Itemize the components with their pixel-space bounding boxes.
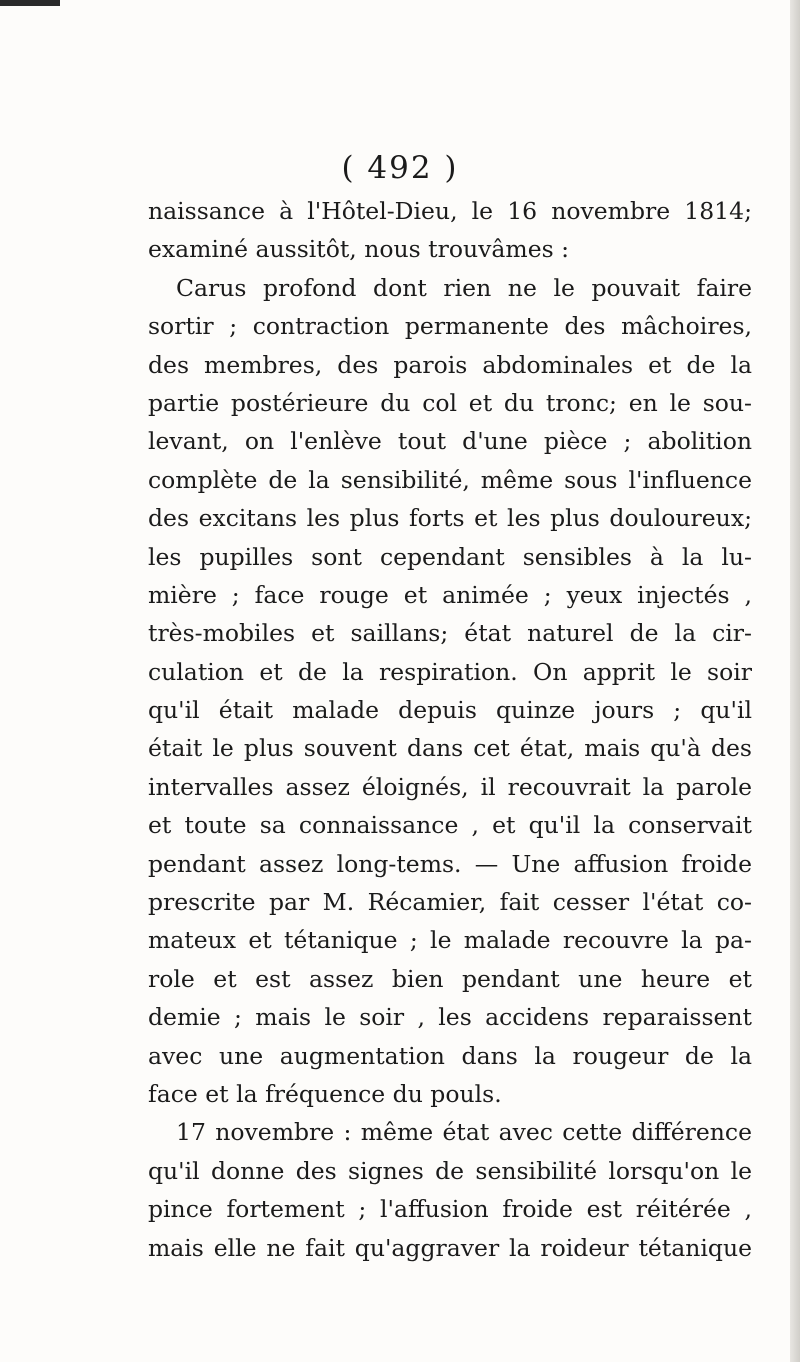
text-line: était le plus souvent dans cet état, mais qu'à des xyxy=(148,734,752,763)
text-line: des membres, des parois abdominales et de la xyxy=(148,350,752,379)
text-line: mière ; face rouge et animée ; yeux injectés , xyxy=(148,580,752,609)
text-line: pendant assez long-tems. — Une affusion froide xyxy=(148,849,752,878)
text-line: partie postérieure du col et du tronc; en le sou- xyxy=(148,388,752,417)
text-line: mais elle ne fait qu'aggraver la roideur tétanique xyxy=(148,1233,752,1262)
text-line: face et la fréquence du pouls. xyxy=(148,1079,502,1108)
text-line: demie ; mais le soir , les accidens reparaissent xyxy=(148,1003,752,1032)
text-line: avec une augmentation dans la rougeur de la xyxy=(148,1041,752,1070)
text-line: Carus profond dont rien ne le pouvait faire xyxy=(176,273,752,302)
text-line: mateux et tétanique ; le malade recouvre la pa- xyxy=(148,926,752,955)
text-line: culation et de la respiration. On apprit le soir xyxy=(148,657,752,686)
text-line: 17 novembre : même état avec cette différence xyxy=(176,1118,752,1147)
text-line: sortir ; contraction permanente des mâchoires, xyxy=(148,312,752,341)
text-line: les pupilles sont cependant sensibles à la lu- xyxy=(148,542,752,571)
text-line: examiné aussitôt, nous trouvâmes : xyxy=(148,235,570,264)
page-edge-shadow xyxy=(790,0,800,1362)
body-text xyxy=(148,192,752,1267)
text-line: qu'il était malade depuis quinze jours ; qu'il xyxy=(148,696,752,725)
page-number: ( 492 ) xyxy=(341,150,459,186)
text-line: pince fortement ; l'affusion froide est réitérée , xyxy=(148,1195,752,1224)
text-line: très-mobiles et saillans; état naturel de la cir- xyxy=(148,619,752,648)
text-line: intervalles assez éloignés, il recouvrait la parole xyxy=(148,772,752,801)
text-line: complète de la sensibilité, même sous l'influence xyxy=(148,465,752,494)
text-line: prescrite par M. Récamier, fait cesser l'état co- xyxy=(148,888,752,917)
text-line: role et est assez bien pendant une heure et xyxy=(148,964,752,993)
text-line: qu'il donne des signes de sensibilité lorsqu'on le xyxy=(148,1156,752,1185)
text-line: naissance à l'Hôtel-Dieu, le 16 novembre 1814; xyxy=(148,197,752,225)
text-line: levant, on l'enlève tout d'une pièce ; abolition xyxy=(148,427,752,456)
scan-corner-mark xyxy=(0,0,60,6)
text-line: et toute sa connaissance , et qu'il la conservait xyxy=(148,811,752,840)
text-line: des excitans les plus forts et les plus douloureux; xyxy=(148,504,752,533)
